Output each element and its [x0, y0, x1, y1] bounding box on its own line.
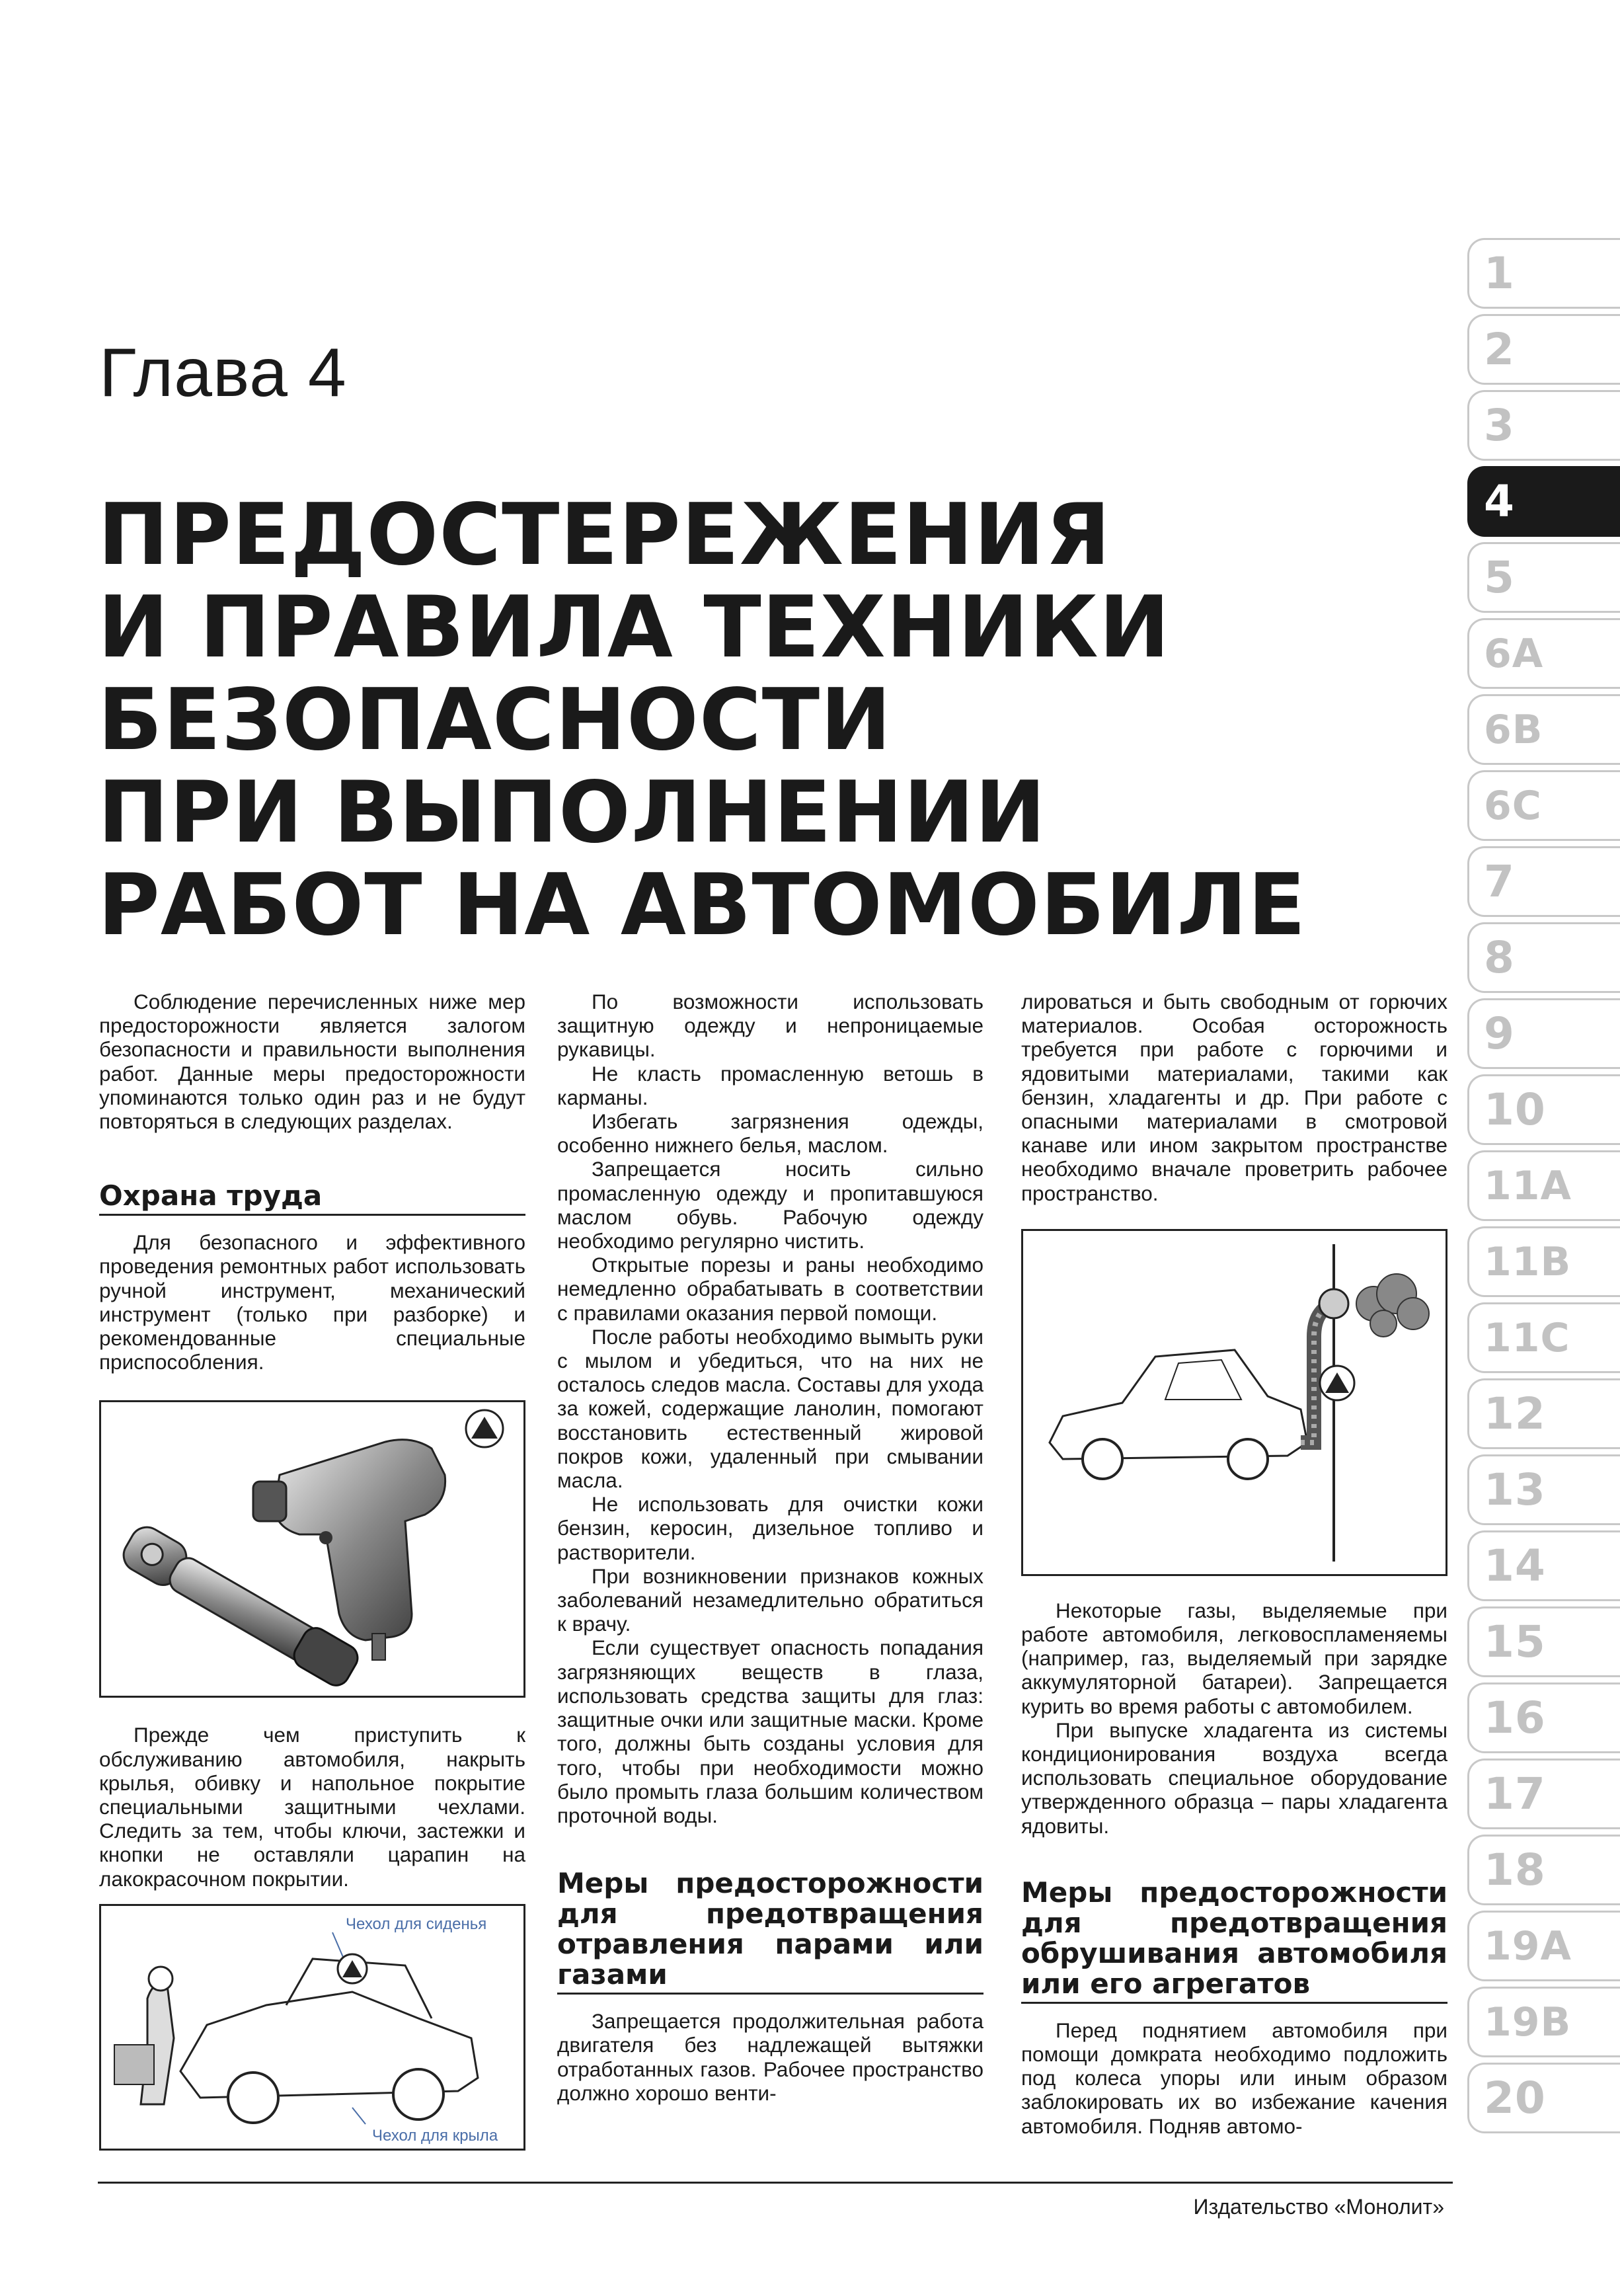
chapter-tab[interactable]: 17: [1467, 1759, 1620, 1829]
chapter-tab[interactable]: 13: [1467, 1454, 1620, 1525]
title-line: ПРЕДОСТЕРЕЖЕНИЯ: [98, 486, 1112, 584]
paragraph: Открытые порезы и раны необходимо немедленно обрабатывать в соответствии с правилами оказания первой помощи.: [557, 1253, 984, 1325]
chapter-tab[interactable]: 9: [1467, 998, 1620, 1069]
title-line: ПРИ ВЫПОЛНЕНИИ: [98, 764, 1046, 862]
chapter-tab[interactable]: 19B: [1467, 1987, 1620, 2057]
title-line: И ПРАВИЛА ТЕХНИКИ: [98, 578, 1171, 677]
chapter-tab[interactable]: 11B: [1467, 1226, 1620, 1297]
chapter-label: Глава 4: [99, 335, 347, 411]
caption-fender-cover: Чехол для крыла: [372, 2126, 498, 2145]
chapter-tab[interactable]: 1: [1467, 238, 1620, 309]
column-2: [557, 990, 984, 2105]
publisher-footer: Издательство «Монолит»: [1193, 2195, 1444, 2219]
chapter-tab[interactable]: 19A: [1467, 1911, 1620, 1981]
title-line: РАБОТ НА АВТОМОБИЛЕ: [98, 856, 1307, 955]
chapter-tab[interactable]: 5: [1467, 542, 1620, 613]
car-exhaust-hose-image: [1023, 1231, 1446, 1574]
caption-seat-cover: Чехол для сиденья: [346, 1915, 487, 1933]
impact-wrench-and-ratchet-image: [101, 1402, 523, 1696]
car-with-covers-image: [101, 1906, 523, 2149]
chapter-tab[interactable]: 6B: [1467, 694, 1620, 765]
chapter-tab[interactable]: 6C: [1467, 770, 1620, 841]
paragraph: Не класть промасленную ветошь в карманы.: [557, 1061, 984, 1109]
section-heading-gas-poisoning: Меры предосторожности для предотвращения отравления парами или газами: [557, 1868, 984, 1995]
chapter-tab[interactable]: 10: [1467, 1074, 1620, 1145]
chapter-tab[interactable]: 18: [1467, 1835, 1620, 1905]
chapter-tabs: [1467, 238, 1620, 2139]
paragraph: Перед поднятием автомобиля при помощи домкрата необходимо подложить под колеса упоры или иным образом заблокировать их во избежание качения автомобиля. Подняв автомо-: [1021, 2018, 1447, 2138]
paragraph: Прежде чем приступить к обслуживанию автомобиля, накрыть крылья, обивку и напольное покрытие специальными защитными чехлами. Следить за тем, чтобы ключи, застежки и кнопки не оставляли царапин на лакокрасочном покрытии.: [99, 1723, 525, 1891]
chapter-tab[interactable]: 20: [1467, 2063, 1620, 2133]
paragraph: Не использовать для очистки кожи бензин, керосин, дизельное топливо и растворители.: [557, 1492, 984, 1564]
paragraph: Для безопасного и эффективного проведения ремонтных работ использовать ручной инструмент, механический инструмент (только при разборке) и рекомендованные специальные приспособления.: [99, 1230, 525, 1374]
paragraph: Запрещается продолжительная работа двигателя без надлежащей вытяжки отработанных газов. Рабочее пространство должно хорошо венти-: [557, 2009, 984, 2105]
footer-divider: [98, 2182, 1453, 2184]
paragraph: Некоторые газы, выделяемые при работе автомобиля, легковоспламеняемы (например, газ, выделяемый при зарядке аккумуляторной батареи). Запрещается курить во время работы с автомобилем.: [1021, 1598, 1447, 1718]
paragraph: Запрещается носить сильно промасленную одежду и пропитавшуюся маслом обувь. Рабочую одежду необходимо регулярно чистить.: [557, 1157, 984, 1253]
chapter-tab[interactable]: 11C: [1467, 1302, 1620, 1373]
intro-paragraph: Соблюдение перечисленных ниже мер предосторожности является залогом безопасности и правильности выполнения работ. Данные меры предосторожности упоминаются только один раз и не будут повторяться в следующих разделах.: [99, 990, 525, 1134]
car-covers-illustration: [99, 1904, 525, 2151]
chapter-tab[interactable]: 3: [1467, 390, 1620, 461]
column-1: [99, 990, 525, 2151]
paragraph: При возникновении признаков кожных заболеваний незамедлительно обратиться к врачу.: [557, 1564, 984, 1636]
chapter-tab[interactable]: 6A: [1467, 618, 1620, 689]
section-heading-labor-safety: Охрана труда: [99, 1181, 525, 1216]
paragraph: лироваться и быть свободным от горючих материалов. Особая осторожность требуется при работе с горючими и ядовитыми материалами, такими как бензин, хладагенты и др. При работе с опасными материалами в смотровой канаве или ином закрытом пространстве необходимо вначале проветрить рабочее пространство.: [1021, 990, 1447, 1205]
section-heading-vehicle-collapse: Меры предосторожности для предотвращения обрушивания автомобиля или его агрегатов: [1021, 1878, 1447, 2004]
chapter-tab[interactable]: 14: [1467, 1530, 1620, 1601]
paragraph: Если существует опасность попадания загрязняющих веществ в глаза, использовать средства защиты для глаз: защитные очки или защитные маски. Кроме того, должны быть созданы условия для того, чтобы при необходимости можно было промыть глаза большим количеством проточной воды.: [557, 1636, 984, 1827]
chapter-tab[interactable]: 15: [1467, 1606, 1620, 1677]
chapter-tab[interactable]: 2: [1467, 314, 1620, 385]
chapter-title: [98, 486, 1420, 955]
paragraph: Избегать загрязнения одежды, особенно нижнего белья, маслом.: [557, 1109, 984, 1158]
chapter-tab[interactable]: 11A: [1467, 1150, 1620, 1221]
paragraph: По возможности использовать защитную одежду и непроницаемые рукавицы.: [557, 990, 984, 1062]
monolit-logo-icon: [338, 1954, 367, 1983]
paragraph: При выпуске хладагента из системы кондиционирования воздуха всегда использовать специальное оборудование утвержденного образца – пары хладагента ядовиты.: [1021, 1718, 1447, 1838]
paragraph: После работы необходимо вымыть руки с мылом и убедиться, что на них не осталось следов масла. Составы для ухода за кожей, содержащие ланолин, помогают восстановить естественный жировой покров кожи, удаленный при смывании масла.: [557, 1324, 984, 1493]
exhaust-extraction-illustration: [1021, 1229, 1447, 1576]
chapter-tab-active[interactable]: 4: [1467, 466, 1620, 537]
monolit-logo-icon: [1320, 1366, 1354, 1400]
chapter-tab[interactable]: 8: [1467, 922, 1620, 993]
title-line: БЕЗОПАСНОСТИ: [98, 671, 892, 770]
column-3: [1021, 990, 1447, 2138]
tools-illustration: [99, 1400, 525, 1698]
chapter-tab[interactable]: 12: [1467, 1378, 1620, 1449]
monolit-logo-icon: [466, 1410, 503, 1447]
chapter-tab[interactable]: 16: [1467, 1682, 1620, 1753]
chapter-tab[interactable]: 7: [1467, 846, 1620, 917]
